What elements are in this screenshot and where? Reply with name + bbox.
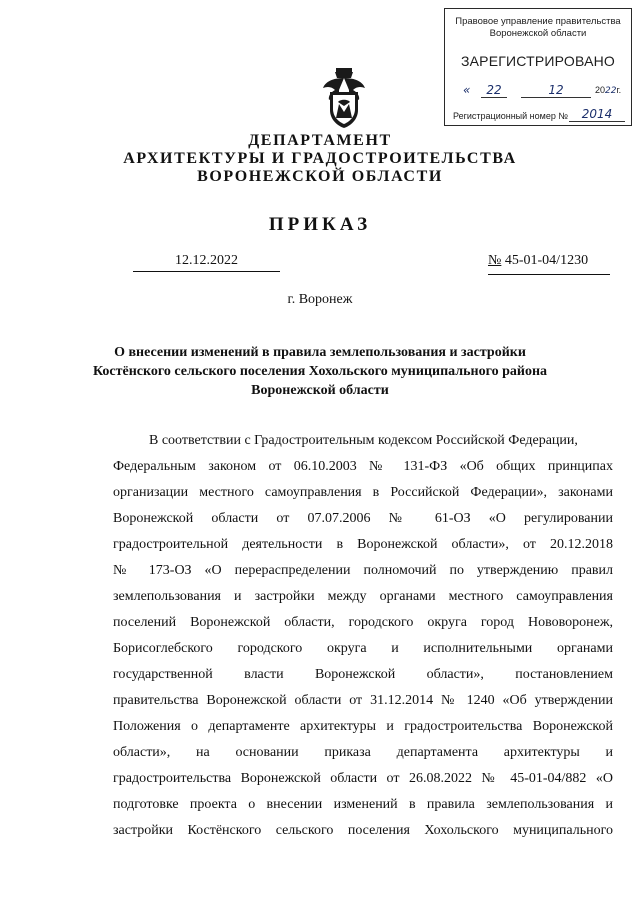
- stamp-org-line-1: Правовое управление правительства: [455, 16, 621, 27]
- order-date: 12.12.2022: [133, 253, 280, 272]
- stamp-reg-number-value: 2014: [569, 107, 625, 122]
- stamp-date-month: 12: [521, 83, 591, 98]
- body-line: Положения о департаменте архитектуры и градостроительства Воронежской: [113, 719, 613, 734]
- order-subject: [0, 343, 640, 400]
- order-number-value: 45-01-04/1230: [504, 253, 589, 268]
- coat-of-arms-icon: [322, 68, 366, 130]
- stamp-date-year-suffix: 22: [605, 86, 617, 96]
- dept-line-2: АРХИТЕКТУРЫ И ГРАДОСТРОИТЕЛЬСТВА: [123, 150, 517, 167]
- order-number-label: №: [488, 253, 502, 268]
- stamp-reg-number: [453, 109, 629, 123]
- stamp-reg-number-label: Регистрационный номер №: [453, 111, 569, 121]
- body-line: В соответствии с Градостроительным кодексом Российской Федерации,: [149, 433, 578, 448]
- department-name: [0, 132, 640, 186]
- stamp-date: « 22 12 2022г.: [463, 83, 622, 97]
- body-line: Борисоглебского городского округа и исполнительными органами: [113, 641, 613, 656]
- stamp-organization: [445, 16, 631, 40]
- body-line: градостроительства Воронежской области от 26.08.2022 № 45-01-04/882 «О: [113, 771, 613, 786]
- body-line: застройки Костёнского сельского поселения Хохольского муниципального: [113, 823, 613, 838]
- body-line: № 173-ОЗ «О перераспределении полномочий по утверждению правил: [113, 563, 613, 578]
- body-line: подготовке проекта о внесении изменений в правила землепользования и: [113, 797, 613, 812]
- body-line: правительства Воронежской области от 31.12.2014 № 1240 «Об утверждении: [113, 693, 613, 708]
- subject-line-1: О внесении изменений в правила землепользования и застройки: [114, 345, 526, 360]
- body-line: области», на основании приказа департамента архитектуры и: [113, 745, 613, 760]
- dept-line-1: ДЕПАРТАМЕНТ: [248, 132, 392, 149]
- body-line: Федеральным законом от 06.10.2003 № 131-ФЗ «Об общих принципах: [113, 459, 613, 474]
- document-type-title: ПРИКАЗ: [268, 214, 372, 235]
- order-number: [488, 253, 588, 269]
- stamp-date-year: 2022г.: [595, 85, 622, 96]
- stamp-org-line-2: Воронежской области: [489, 28, 587, 39]
- body-line: поселений Воронежской области, городского округа город Нововоронеж,: [113, 615, 613, 630]
- subject-line-3: Воронежской области: [251, 383, 389, 398]
- dept-line-3: ВОРОНЕЖСКОЙ ОБЛАСТИ: [197, 168, 443, 185]
- subject-line-2: Костёнского сельского поселения Хохольского муниципального района: [92, 364, 548, 379]
- body-line: градостроительной деятельности в Воронежской области», от 20.12.2018: [113, 537, 613, 552]
- city: г. Воронеж: [287, 292, 353, 307]
- registration-stamp: [444, 8, 632, 126]
- body-line: государственной власти Воронежской области», постановлением: [113, 667, 613, 682]
- stamp-date-day: 22: [481, 83, 507, 98]
- body-line: организации местного самоуправления в Российской Федерации», законами: [113, 485, 613, 500]
- body-line: Воронежской области от 07.07.2006 № 61-ОЗ «О регулировании: [113, 511, 613, 526]
- body-text: [113, 428, 613, 844]
- stamp-registered-label: ЗАРЕГИСТРИРОВАНО: [460, 53, 616, 69]
- body-line: землепользования и застройки между органами местного самоуправления: [113, 589, 613, 604]
